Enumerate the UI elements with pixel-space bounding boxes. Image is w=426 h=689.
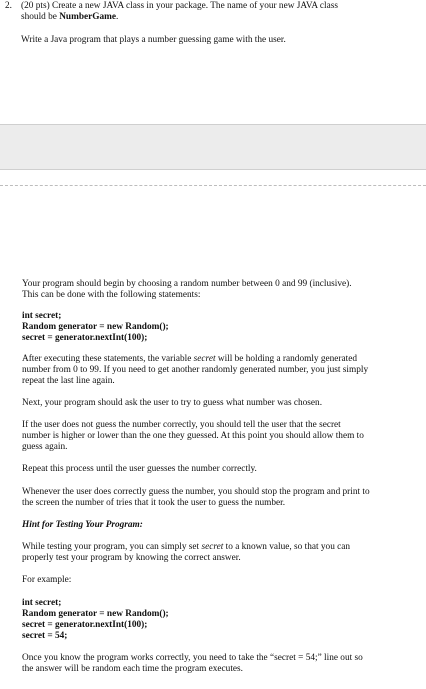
code1-line-1: int secret;	[22, 311, 62, 321]
p4-line-1: If the user does not guess the number correctly, you should tell the user that the secret	[22, 420, 341, 430]
code2-line-4: secret = 54;	[22, 631, 68, 641]
secret-variable: secret	[193, 354, 216, 364]
question-line-2	[21, 12, 118, 24]
code1-line-2: Random generator = new Random();	[22, 322, 169, 332]
p7-line-1-a: While testing your program, you can simply set	[22, 542, 202, 552]
p4-line-2: number is higher or lower than the one they guessed. At this point you should allow them to	[22, 431, 364, 441]
instruction: Write a Java program that plays a number guessing game with the user.	[21, 35, 286, 45]
dashed-divider	[0, 185, 426, 186]
p6-line-2: the screen the number of tries that it took the user to guess the number.	[22, 498, 286, 508]
secret-variable-2: secret	[201, 542, 224, 552]
p8-line-2: the answer will be random each time the program executes.	[22, 664, 243, 674]
p1-line-2: This can be done with the following statements:	[22, 290, 201, 300]
p3: Next, your program should ask the user to try to guess what number was chosen.	[22, 398, 323, 408]
p7-line-1	[22, 542, 350, 554]
example-label: For example:	[22, 575, 72, 585]
p2-line-1-a: After executing these statements, the variable	[22, 354, 194, 364]
p1-line-1: Your program should begin by choosing a random number between 0 and 99 (inclusive).	[22, 279, 352, 289]
code2-line-1: int secret;	[22, 598, 62, 608]
p2-line-2: number from 0 to 99. If you need to get another randomly generated number, you just simply	[22, 365, 369, 375]
code2-line-2: Random generator = new Random();	[22, 609, 169, 619]
p7-line-2: properly test your program by knowing the correct answer.	[22, 553, 241, 563]
question-line-1: (20 pts) Create a new JAVA class in your package. The name of your new JAVA class	[21, 1, 338, 11]
p2-line-1	[22, 354, 357, 366]
p2-line-1-b: will be holding a randomly generated	[215, 354, 358, 364]
p6-line-1: Whenever the user does correctly guess the number, you should stop the program and print to	[22, 487, 370, 497]
p4-line-3: guess again.	[22, 442, 68, 452]
p8-line-1: Once you know the program works correctly, you need to take the “secret = 54;” line out so	[22, 653, 363, 663]
question-number: 2.	[5, 1, 12, 11]
p2-line-3: repeat the last line again.	[22, 376, 115, 386]
hint-heading: Hint for Testing Your Program:	[22, 520, 143, 530]
question-line-2-prefix: should be	[21, 12, 60, 22]
class-name: NumberGame	[59, 12, 117, 22]
gray-band	[0, 124, 426, 170]
code2-line-3: secret = generator.nextInt(100);	[22, 620, 148, 630]
p5: Repeat this process until the user guesses the number correctly.	[22, 464, 257, 474]
question-line-2-suffix: .	[116, 12, 119, 22]
code1-line-3: secret = generator.nextInt(100);	[22, 333, 148, 343]
p7-line-1-b: to a known value, so that you can	[223, 542, 351, 552]
